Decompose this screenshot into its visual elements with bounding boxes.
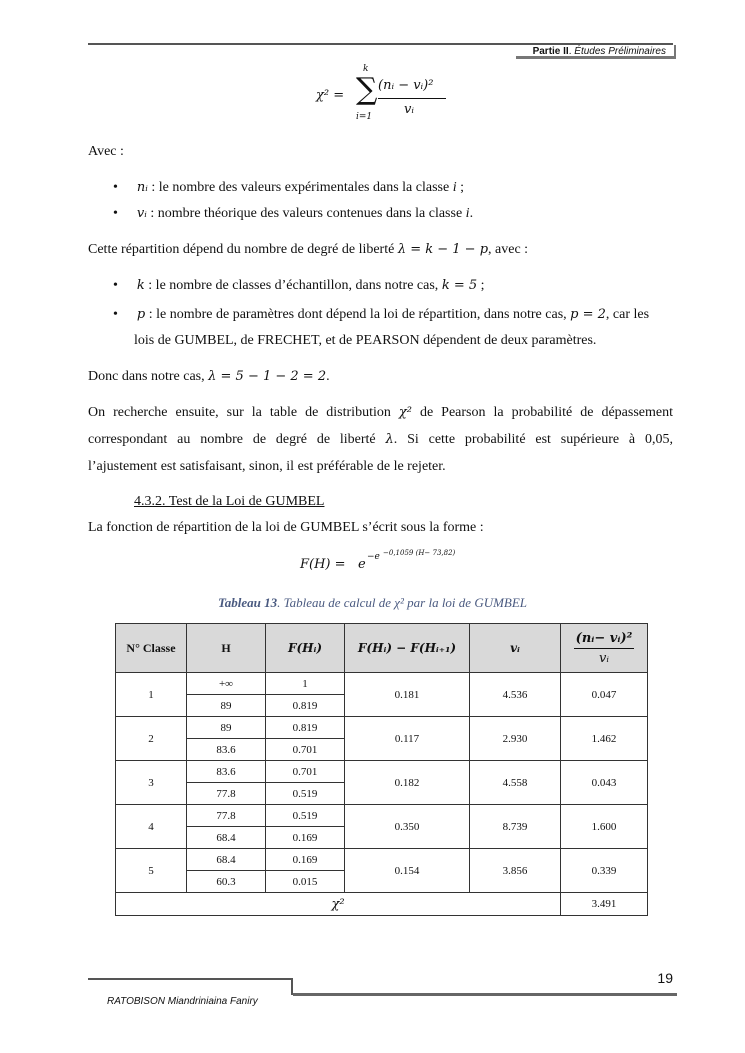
bullet-vi: • vᵢ : nombre théorique des valeurs contenues dans la classe i.: [113, 206, 474, 221]
paragraph-line-3: l’ajustement est satisfaisant, sinon, il est préférable de le rejeter.: [88, 459, 446, 474]
header-v: vᵢ: [470, 624, 561, 673]
paragraph-line-2: correspondant au nombre de degré de liberté λ. Si cette probabilité est supérieure à 0,05,: [88, 432, 673, 447]
fonction-sentence: La fonction de répartition de la loi de GUMBEL s’écrit sous la forme :: [88, 520, 484, 535]
gumbel-exp2: −0,1059 (H− 73,82): [383, 549, 456, 557]
total-value: 3.491: [561, 893, 648, 916]
gumbel-formula: [300, 548, 500, 578]
table-row: 89 0.819: [116, 695, 648, 717]
gumbel-base: e: [358, 557, 366, 572]
header-chi-bar: [574, 648, 634, 649]
table-row: 1 +∞ 1 0.181 4.536 0.047: [116, 673, 648, 695]
avec-label: Avec :: [88, 144, 124, 159]
bullet-dot: •: [113, 307, 118, 322]
table-row: 2 89 0.819 0.117 2.930 1.462: [116, 717, 648, 739]
header-classe: N° Classe: [116, 624, 187, 673]
donc-sentence: Donc dans notre cas, λ = 5 − 1 − 2 = 2.: [88, 369, 330, 384]
header-h: H: [187, 624, 266, 673]
table-row: 77.8 0.519: [116, 783, 648, 805]
bullet-dot: •: [113, 206, 118, 221]
table-row: 60.3 0.015: [116, 871, 648, 893]
chi2-lhs: χ² =: [316, 88, 345, 103]
sum-upper: k: [363, 64, 369, 74]
running-header: Partie II. Études Préliminaires: [532, 46, 666, 57]
sum-lower: i=1: [356, 112, 373, 122]
bullet-dot: •: [113, 278, 118, 293]
bullet-dot: •: [113, 180, 118, 195]
gumbel-lhs: F(H) =: [300, 557, 346, 572]
bullet-p: • p : le nombre de paramètres dont dépend la loi de répartition, dans notre cas, p = 2, car les: [113, 307, 650, 322]
gumbel-table: [115, 623, 648, 916]
table-caption: Tableau 13. Tableau de calcul de χ² par la loi de GUMBEL: [217, 595, 528, 610]
header-f: F(Hᵢ): [266, 624, 345, 673]
header-diff: F(Hᵢ) − F(Hᵢ₊₁): [345, 624, 470, 673]
sigma-symbol: ∑: [356, 72, 378, 107]
page-number: 19: [657, 970, 673, 986]
table-row: 68.4 0.169: [116, 827, 648, 849]
table-header-row: [116, 624, 648, 673]
header-chi-num: (nᵢ− vᵢ)²: [575, 630, 633, 646]
fraction-bar: [378, 98, 446, 99]
footer-frame: [88, 978, 293, 995]
section-heading: 4.3.2. Test de la Loi de GUMBEL: [134, 494, 325, 509]
table-row: 4 77.8 0.519 0.350 8.739 1.600: [116, 805, 648, 827]
chi2-formula: [300, 64, 460, 128]
repartition-sentence: Cette répartition dépend du nombre de degré de liberté λ = k − 1 − p, avec :: [88, 242, 529, 257]
bullet-p-continued: lois de GUMBEL, de FRECHET, et de PEARSON dépendent de deux paramètres.: [134, 333, 597, 348]
bullet-k: • k : le nombre de classes d’échantillon, dans notre cas, k = 5 ;: [113, 278, 485, 293]
chi2-denominator: vᵢ: [404, 102, 414, 117]
footer-rule: [293, 993, 677, 996]
gumbel-exp1: −e: [367, 552, 380, 562]
footer-author: RATOBISON Miandriniaina Faniry: [107, 996, 258, 1007]
table-row: 83.6 0.701: [116, 739, 648, 761]
header-chi: [561, 624, 648, 673]
total-label: χ²: [116, 893, 561, 916]
chi2-numerator: (nᵢ − vᵢ)²: [378, 78, 434, 93]
table-row: 5 68.4 0.169 0.154 3.856 0.339: [116, 849, 648, 871]
header-chi-den: vᵢ: [599, 650, 609, 666]
bullet-ni: • nᵢ : le nombre des valeurs expérimentales dans la classe i ;: [113, 180, 464, 195]
paragraph-line-1: On recherche ensuite, sur la table de distribution χ² de Pearson la probabilité de dépassement: [88, 405, 673, 420]
table-row: 3 83.6 0.701 0.182 4.558 0.043: [116, 761, 648, 783]
table-total-row: [116, 893, 648, 916]
